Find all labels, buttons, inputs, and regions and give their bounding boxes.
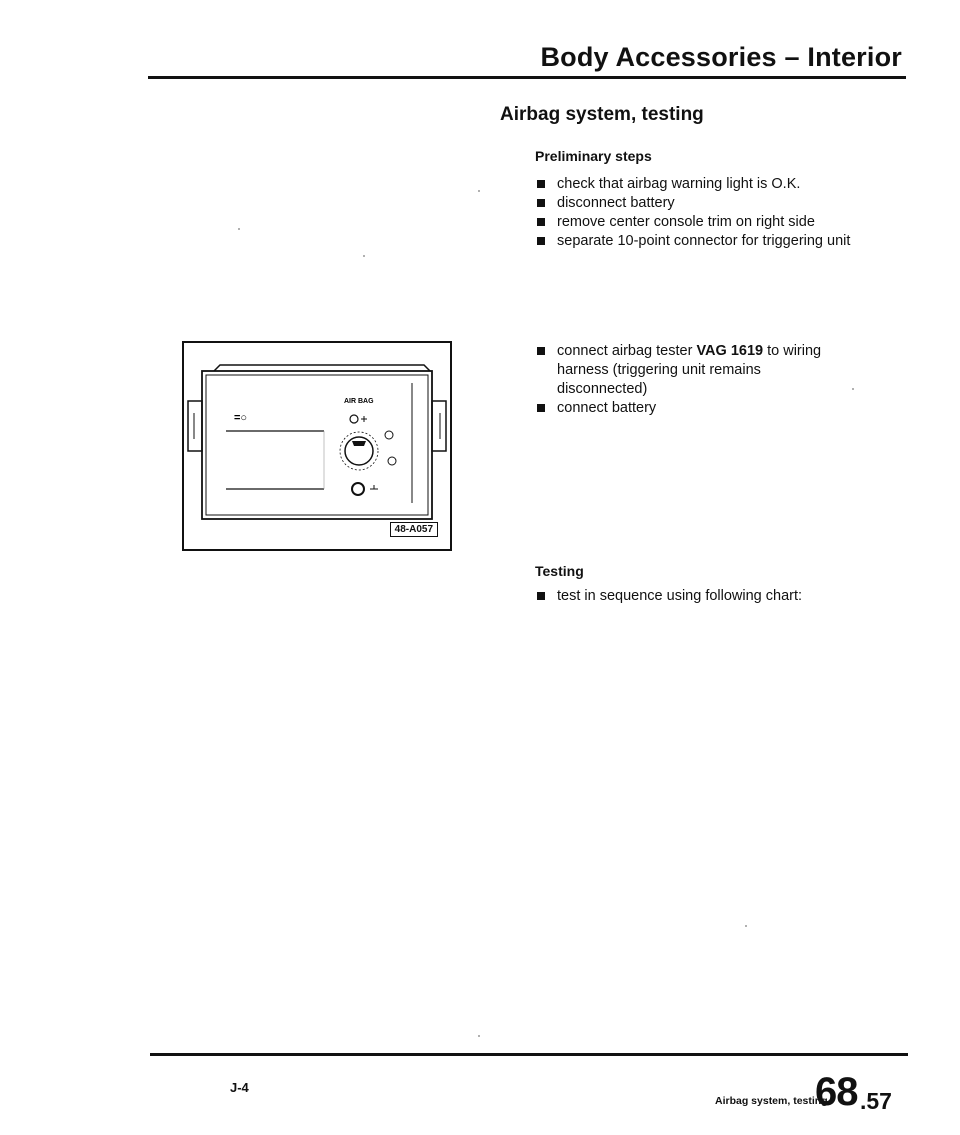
list-item: remove center console trim on right side [535,213,855,232]
section-title: Airbag system, testing [500,104,704,125]
preliminary-steps-list [535,175,855,251]
tester-name: VAG 1619 [696,343,764,359]
scan-speck [478,1035,480,1037]
list-item: disconnect battery [535,194,855,213]
header-rule [148,76,906,79]
testing-heading: Testing [535,563,584,579]
testing-steps-list [535,587,895,606]
item-text: to wiring harness (triggering unit remains disconnected) [557,343,822,397]
tester-drawing [184,343,450,549]
footer-caption: Airbag system, testing [715,1095,828,1107]
page-header-title: Body Accessories – Interior [540,42,902,72]
footer-page-number: .57 [860,1088,892,1114]
list-item: check that airbag warning light is O.K. [535,175,855,194]
airbag-tester-illustration [182,341,452,551]
connect-steps-list [535,342,855,418]
figure-label: 48-A057 [390,522,438,537]
scan-speck [478,190,480,192]
item-text: connect battery [557,400,657,416]
footer-page-ref: J-4 [230,1080,249,1095]
item-text: connect airbag tester [557,343,697,359]
panel-label: AIR BAG [344,398,374,405]
list-item: test in sequence using following chart: [535,587,895,606]
list-item: separate 10-point connector for triggering unit [535,232,855,251]
list-item [535,399,855,418]
scan-speck [363,255,365,257]
scan-speck [238,228,240,230]
scan-speck [852,388,854,390]
list-item [535,342,855,399]
svg-text:=○: =○ [234,412,248,424]
preliminary-heading: Preliminary steps [535,148,652,164]
footer-section-number: 68 [815,1070,858,1114]
scan-speck [745,925,747,927]
footer-rule [150,1053,908,1056]
